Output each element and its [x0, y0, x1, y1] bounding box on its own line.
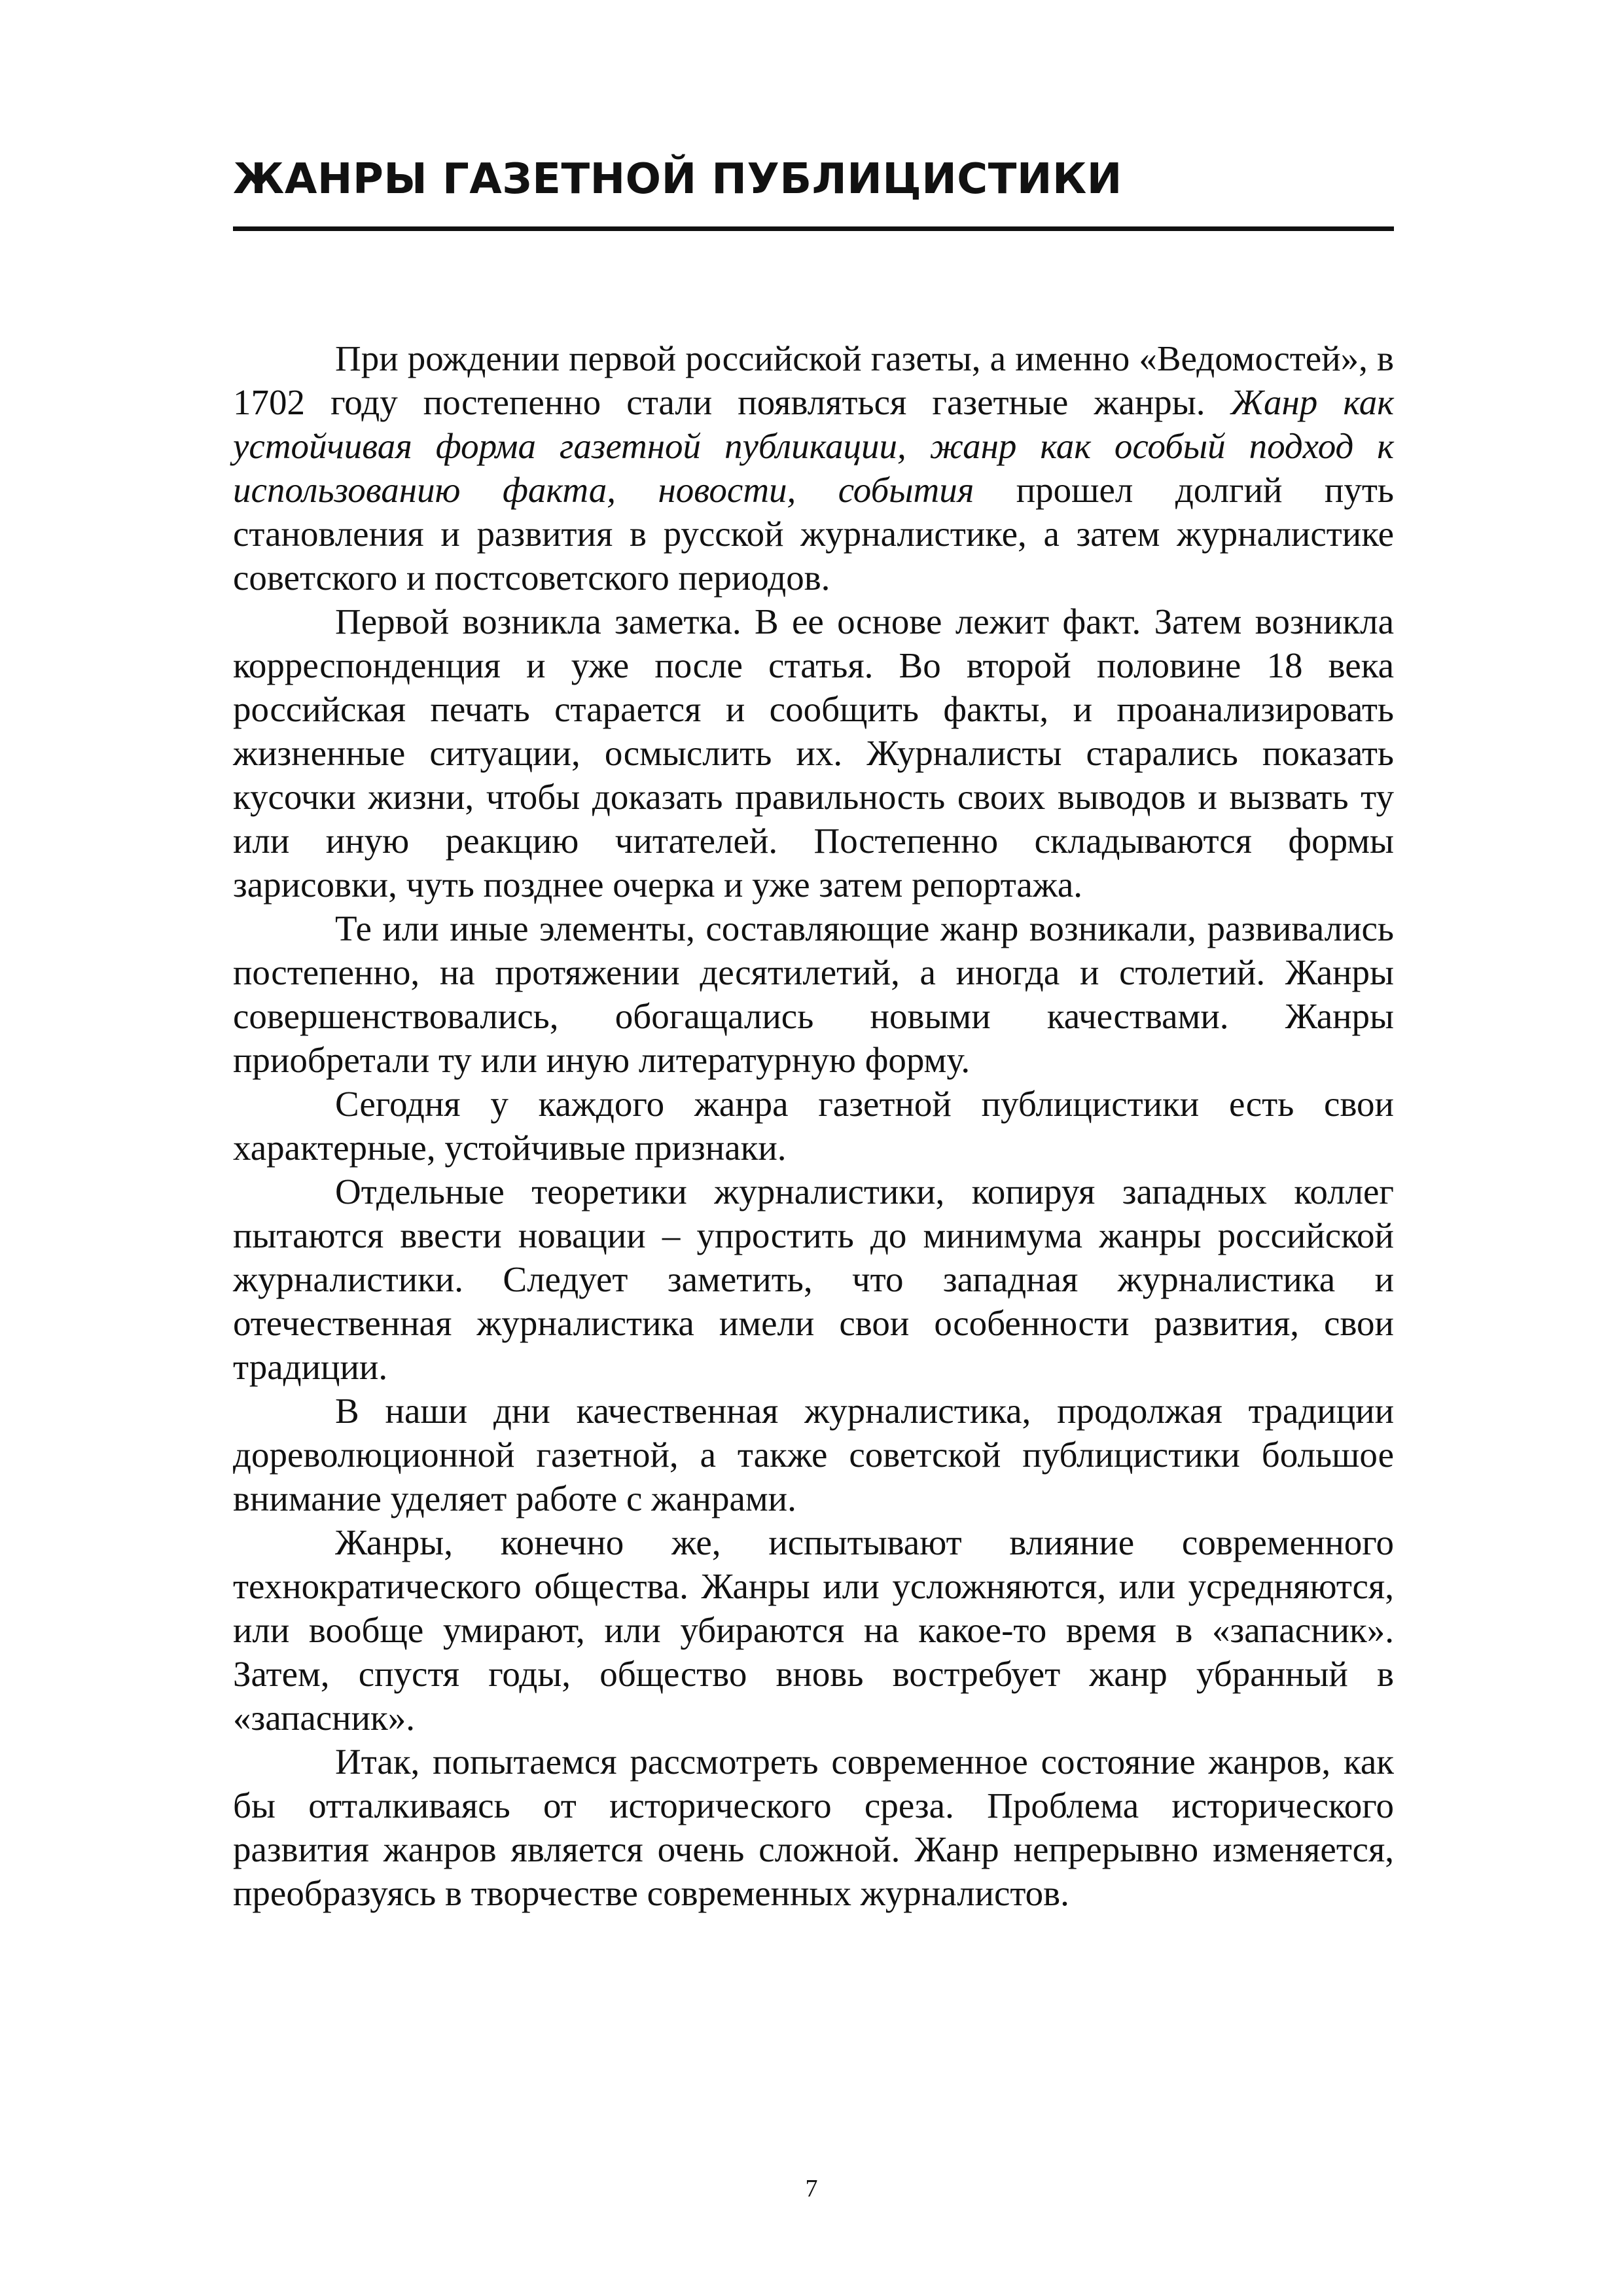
- paragraph-5: Отдельные теоретики журналистики, копируя западных коллег пытаются ввести новации – упростить до минимума жанры российской журналистики. Следует заметить, что западная журналистика и отечественная журналистика имели свои особенности развития, свои традиции.: [233, 1172, 1394, 1387]
- paragraph-1: [233, 336, 1394, 600]
- page-number: 7: [805, 2175, 818, 2202]
- paragraph-7: Жанры, конечно же, испытывают влияние современного технократического общества. Жанры или усложняются, или усредняются, или вообще умирают, или убираются на какое-то время в «запасник». Затем, спустя годы, общество вновь востребует жанр убранный в «запасник».: [233, 1522, 1394, 1738]
- body-text: [233, 336, 1394, 1915]
- paragraph-1-tail: прошел долгий путь становления и развития в русской журналистике, а затем журналистике советского и постсоветского периодов.: [233, 470, 1394, 598]
- paragraph-1-lead: При рождении первой российской газеты, а именно «Ведомостей», в 1702 году постепенно стали появляться газетные жанры.: [233, 338, 1394, 422]
- heading-rule: [233, 226, 1394, 231]
- paragraph-2: Первой возникла заметка. В ее основе лежит факт. Затем возникла корреспонденция и уже после статья. Во второй половине 18 века российская печать старается и сообщить факты, и проанализировать жизненные ситуации, осмыслить их. Журналисты старались показать кусочки жизни, чтобы доказать правильность своих выводов и вызвать ту или иную реакцию читателей. Постепенно складываются формы зарисовки, чуть позднее очерка и уже затем репортажа.: [233, 601, 1394, 905]
- chapter-heading: ЖАНРЫ ГАЗЕТНОЙ ПУБЛИЦИСТИКИ: [233, 155, 1122, 204]
- paragraph-6: В наши дни качественная журналистика, продолжая традиции дореволюционной газетной, а также советской публицистики большое внимание уделяет работе с жанрами.: [233, 1391, 1394, 1518]
- paragraph-3: Те или иные элементы, составляющие жанр возникали, развивались постепенно, на протяжении десятилетий, а иногда и столетий. Жанры совершенствовались, обогащались новыми качествами. Жанры приобретали ту или иную литературную форму.: [233, 908, 1394, 1080]
- paragraph-4: Сегодня у каждого жанра газетной публицистики есть свои характерные, устойчивые признаки.: [233, 1084, 1394, 1168]
- paragraph-8: Итак, попытаемся рассмотреть современное состояние жанров, как бы отталкиваясь от исторического среза. Проблема исторического развития жанров является очень сложной. Жанр непрерывно изменяется, преобразуясь в творчестве современных журналистов.: [233, 1742, 1394, 1913]
- paragraph-1-italic-definition: Жанр как устойчивая форма газетной публикации, жанр как особый подход к использованию факта, новости, события: [233, 382, 1394, 510]
